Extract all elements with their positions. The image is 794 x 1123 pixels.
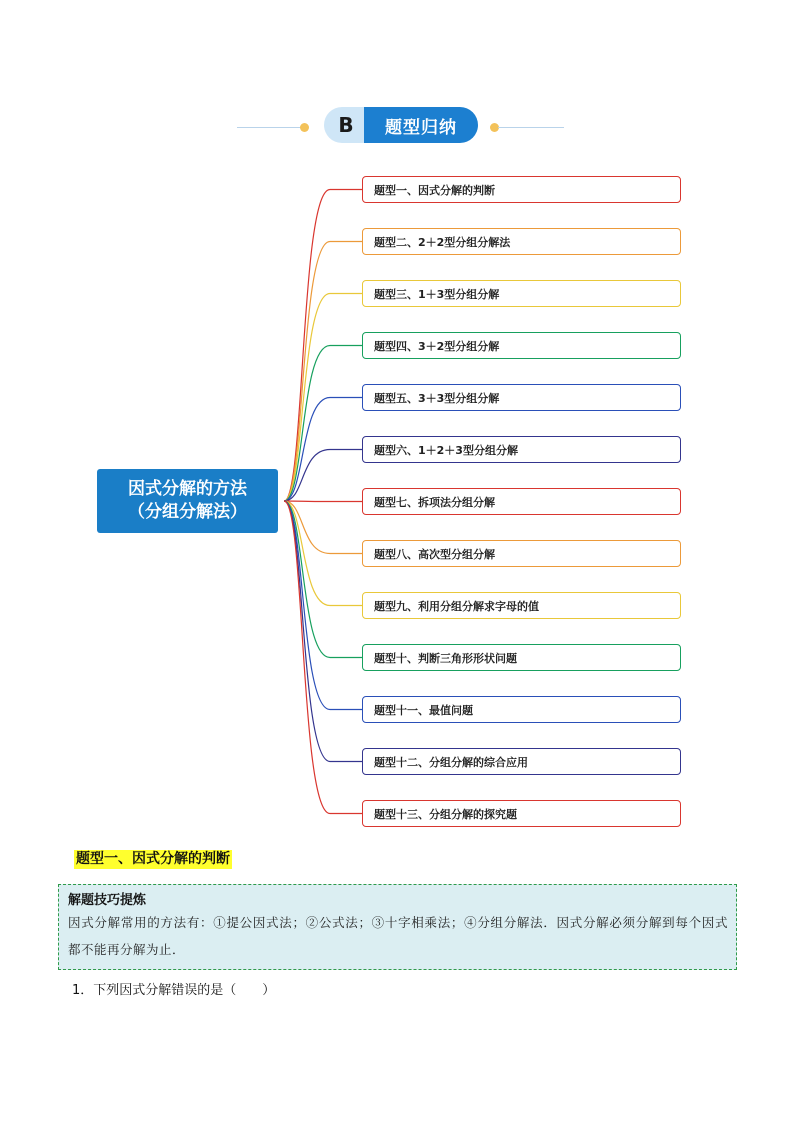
- question-1: 1．下列因式分解错误的是（ ）: [72, 983, 276, 998]
- section-heading: 题型一、因式分解的判断: [76, 851, 230, 867]
- mindmap-item-label: 题型七、拆项法分组分解: [374, 495, 495, 509]
- mindmap-item-label: 题型四、3＋2型分组分解: [374, 339, 500, 353]
- mindmap-item-9[interactable]: [362, 592, 681, 619]
- tips-title: 解题技巧提炼: [68, 893, 147, 908]
- connector-line: [284, 501, 362, 762]
- mindmap-item-label: 题型十、判断三角形形状问题: [374, 651, 517, 665]
- mindmap-item-label: 题型八、高次型分组分解: [374, 547, 495, 561]
- mindmap-item-label: 题型十一、最值问题: [374, 703, 473, 717]
- tips-box: [58, 884, 737, 970]
- center-node-line2: （分组分解法）: [128, 502, 247, 522]
- mindmap-item-3[interactable]: [362, 280, 681, 307]
- connector-line: [284, 501, 362, 658]
- mindmap-item-label: 题型十三、分组分解的探究题: [374, 807, 517, 821]
- banner-letter: B: [324, 107, 368, 143]
- mindmap-item-10[interactable]: [362, 644, 681, 671]
- mindmap-center-node: [97, 469, 278, 533]
- mindmap-item-6[interactable]: [362, 436, 681, 463]
- mindmap-item-label: 题型九、利用分组分解求字母的值: [374, 599, 539, 613]
- connector-line: [284, 242, 362, 502]
- banner-title: 题型归纳: [364, 107, 478, 143]
- mindmap-item-label: 题型十二、分组分解的综合应用: [374, 755, 528, 769]
- connector-line: [284, 346, 362, 502]
- mindmap-item-4[interactable]: [362, 332, 681, 359]
- mindmap-item-label: 题型五、3＋3型分组分解: [374, 391, 500, 405]
- mindmap-item-11[interactable]: [362, 696, 681, 723]
- mindmap-item-2[interactable]: [362, 228, 681, 255]
- mindmap-item-13[interactable]: [362, 800, 681, 827]
- tips-body: 因式分解常用的方法有：①提公因式法；②公式法；③十字相乘法；④分组分解法．因式分解必须分解到每个因式都不能再分解为止．: [68, 915, 728, 957]
- mindmap-item-label: 题型六、1＋2＋3型分组分解: [374, 443, 518, 457]
- mindmap-item-12[interactable]: [362, 748, 681, 775]
- mindmap-item-label: 题型二、2＋2型分组分解法: [374, 235, 511, 249]
- mindmap-item-5[interactable]: [362, 384, 681, 411]
- mindmap-item-label: 题型一、因式分解的判断: [374, 183, 495, 197]
- connector-line: [284, 501, 362, 502]
- center-node-line1: 因式分解的方法: [128, 479, 247, 499]
- mindmap-item-label: 题型三、1＋3型分组分解: [374, 287, 500, 301]
- mindmap-item-8[interactable]: [362, 540, 681, 567]
- mindmap-item-1[interactable]: [362, 176, 681, 203]
- mindmap-item-7[interactable]: [362, 488, 681, 515]
